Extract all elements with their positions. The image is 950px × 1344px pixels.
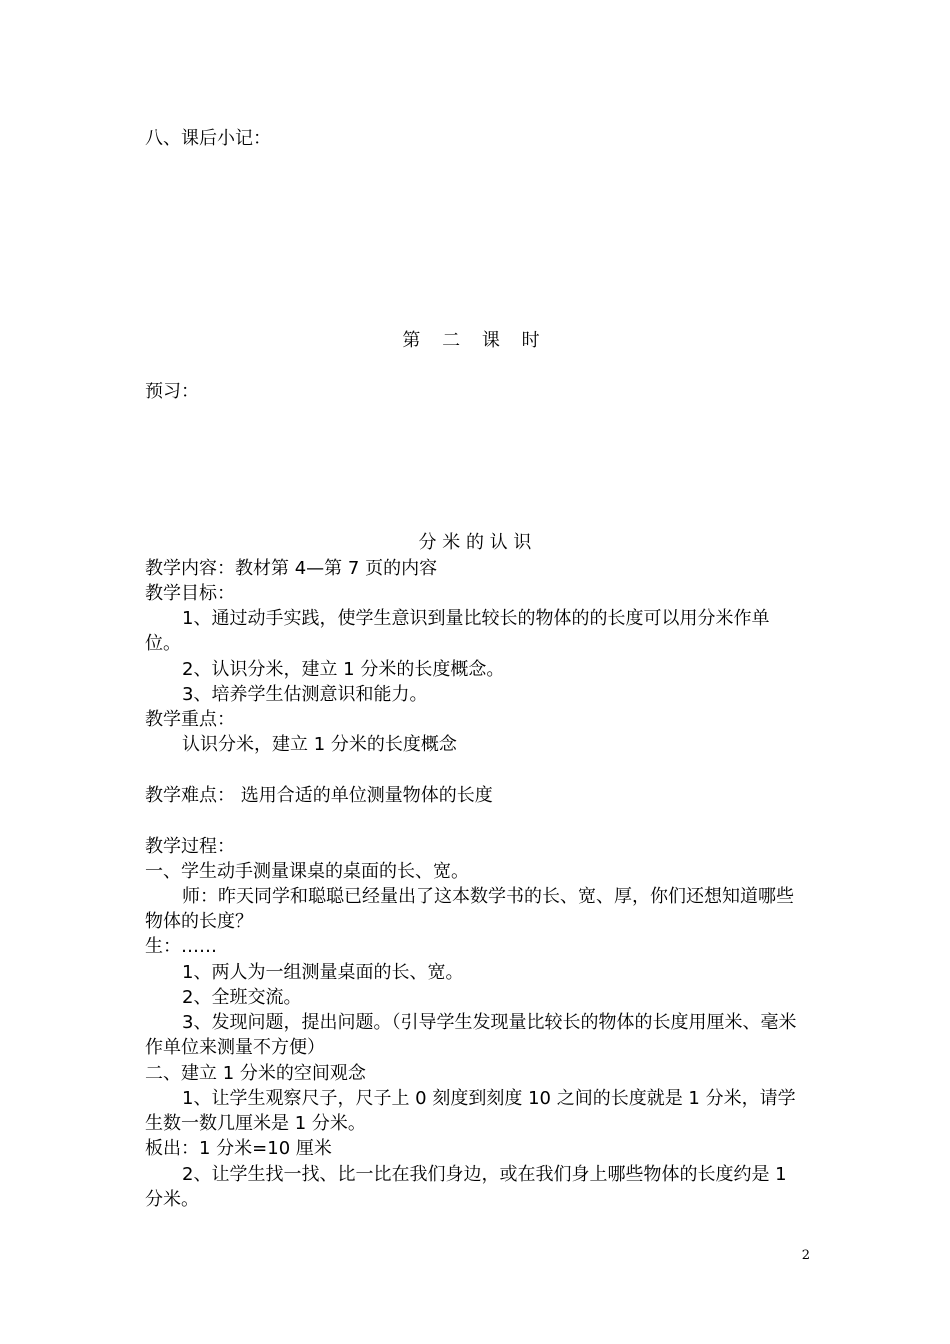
lesson-title: 第 二 课 时 — [402, 330, 548, 351]
goal-1-line-2: 位。 — [145, 633, 181, 654]
goal-2: 2、认识分米，建立 1 分米的长度概念。 — [182, 659, 505, 680]
step-2-item-2-line-2: 分米。 — [145, 1189, 199, 1210]
teacher-line-2: 物体的长度？ — [145, 911, 253, 932]
sub-step-3-line-2: 作单位来测量不方便） — [145, 1037, 325, 1058]
step-2-item-1-line-1: 1、让学生观察尺子，尺子上 0 刻度到刻度 10 之间的长度就是 1 分米，请学 — [182, 1088, 796, 1109]
student-line: 生：…… — [145, 936, 217, 957]
after-class-notes-heading: 八、课后小记： — [145, 128, 271, 149]
teacher-line-1: 师：昨天同学和聪聪已经量出了这本数学书的长、宽、厚，你们还想知道哪些 — [182, 886, 794, 907]
board-writing: 板出：1 分米=10 厘米 — [145, 1138, 332, 1159]
teaching-content: 教学内容：教材第 4—第 7 页的内容 — [145, 558, 438, 579]
step-2-item-2-line-1: 2、让学生找一找、比一比在我们身边，或在我们身上哪些物体的长度约是 1 — [182, 1164, 787, 1185]
step-2-item-1-line-2: 生数一数几厘米是 1 分米。 — [145, 1113, 366, 1134]
teaching-goals-label: 教学目标： — [145, 583, 235, 604]
sub-step-3-line-1: 3、发现问题，提出问题。（引导学生发现量比较长的物体的长度用厘米、毫米 — [182, 1012, 797, 1033]
section-title: 分 米 的 认 识 — [418, 532, 532, 553]
goal-1-line-1: 1、通过动手实践，使学生意识到量比较长的物体的的长度可以用分米作单 — [182, 608, 770, 629]
step-1: 一、学生动手测量课桌的桌面的长、宽。 — [145, 861, 469, 882]
key-points-text: 认识分米，建立 1 分米的长度概念 — [182, 734, 457, 755]
page-number: 2 — [801, 1248, 810, 1263]
step-2: 二、建立 1 分米的空间观念 — [145, 1063, 366, 1084]
goal-3: 3、培养学生估测意识和能力。 — [182, 684, 428, 705]
sub-step-1: 1、两人为一组测量桌面的长、宽。 — [182, 962, 464, 983]
difficulty: 教学难点： 选用合适的单位测量物体的长度 — [145, 785, 493, 806]
process-label: 教学过程： — [145, 836, 235, 857]
key-points-label: 教学重点： — [145, 709, 235, 730]
sub-step-2: 2、全班交流。 — [182, 987, 302, 1008]
preview-label: 预习： — [145, 381, 199, 402]
